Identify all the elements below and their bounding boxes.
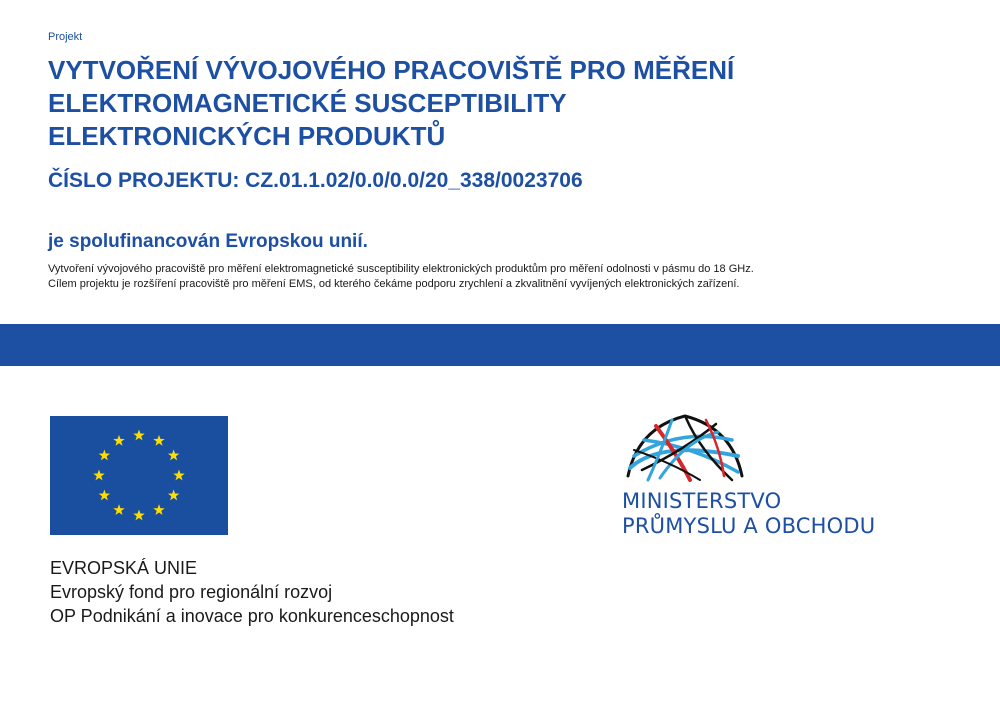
project-kicker: Projekt xyxy=(48,31,83,43)
eu-caption-line-3: OP Podnikání a inovace pro konkurenceschopnost xyxy=(50,606,454,626)
project-description-line-2: Cílem projektu je rozšíření pracoviště pro měření EMS, od kterého čekáme podporu zrychlení a zkvalitnění vyvíjených elektronických zařízení. xyxy=(48,278,740,290)
ministry-name-line-1: MINISTERSTVO xyxy=(622,489,782,513)
project-title-line-3: ELEKTRONICKÝCH PRODUKTŮ xyxy=(48,121,446,151)
eu-caption-line-1: EVROPSKÁ UNIE xyxy=(50,558,198,578)
project-description-line-1: Vytvoření vývojového pracoviště pro měření elektromagnetické susceptibility elektronických produktům pro měření odolnosti v pásmu do 18 GHz. xyxy=(48,263,754,275)
project-title-line-2: ELEKTROMAGNETICKÉ SUSCEPTIBILITY xyxy=(48,88,567,118)
ministry-name xyxy=(622,489,875,539)
project-number: ČÍSLO PROJEKTU: CZ.01.1.02/0.0/0.0/20_338/0023706 xyxy=(48,169,583,192)
mpo-globe-icon xyxy=(620,410,750,482)
eu-flag-icon xyxy=(50,416,228,535)
project-description xyxy=(48,262,754,292)
cofinancing-statement: je spolufinancován Evropskou unií. xyxy=(48,231,368,252)
eu-caption xyxy=(50,556,454,628)
project-title xyxy=(48,54,968,153)
blue-band-divider xyxy=(0,324,1000,366)
ministry-name-line-2: PRŮMYSLU A OBCHODU xyxy=(622,514,876,538)
eu-caption-line-2: Evropský fond pro regionální rozvoj xyxy=(50,582,333,602)
project-title-line-1: VYTVOŘENÍ VÝVOJOVÉHO PRACOVIŠTĚ PRO MĚŘENÍ xyxy=(48,55,735,85)
